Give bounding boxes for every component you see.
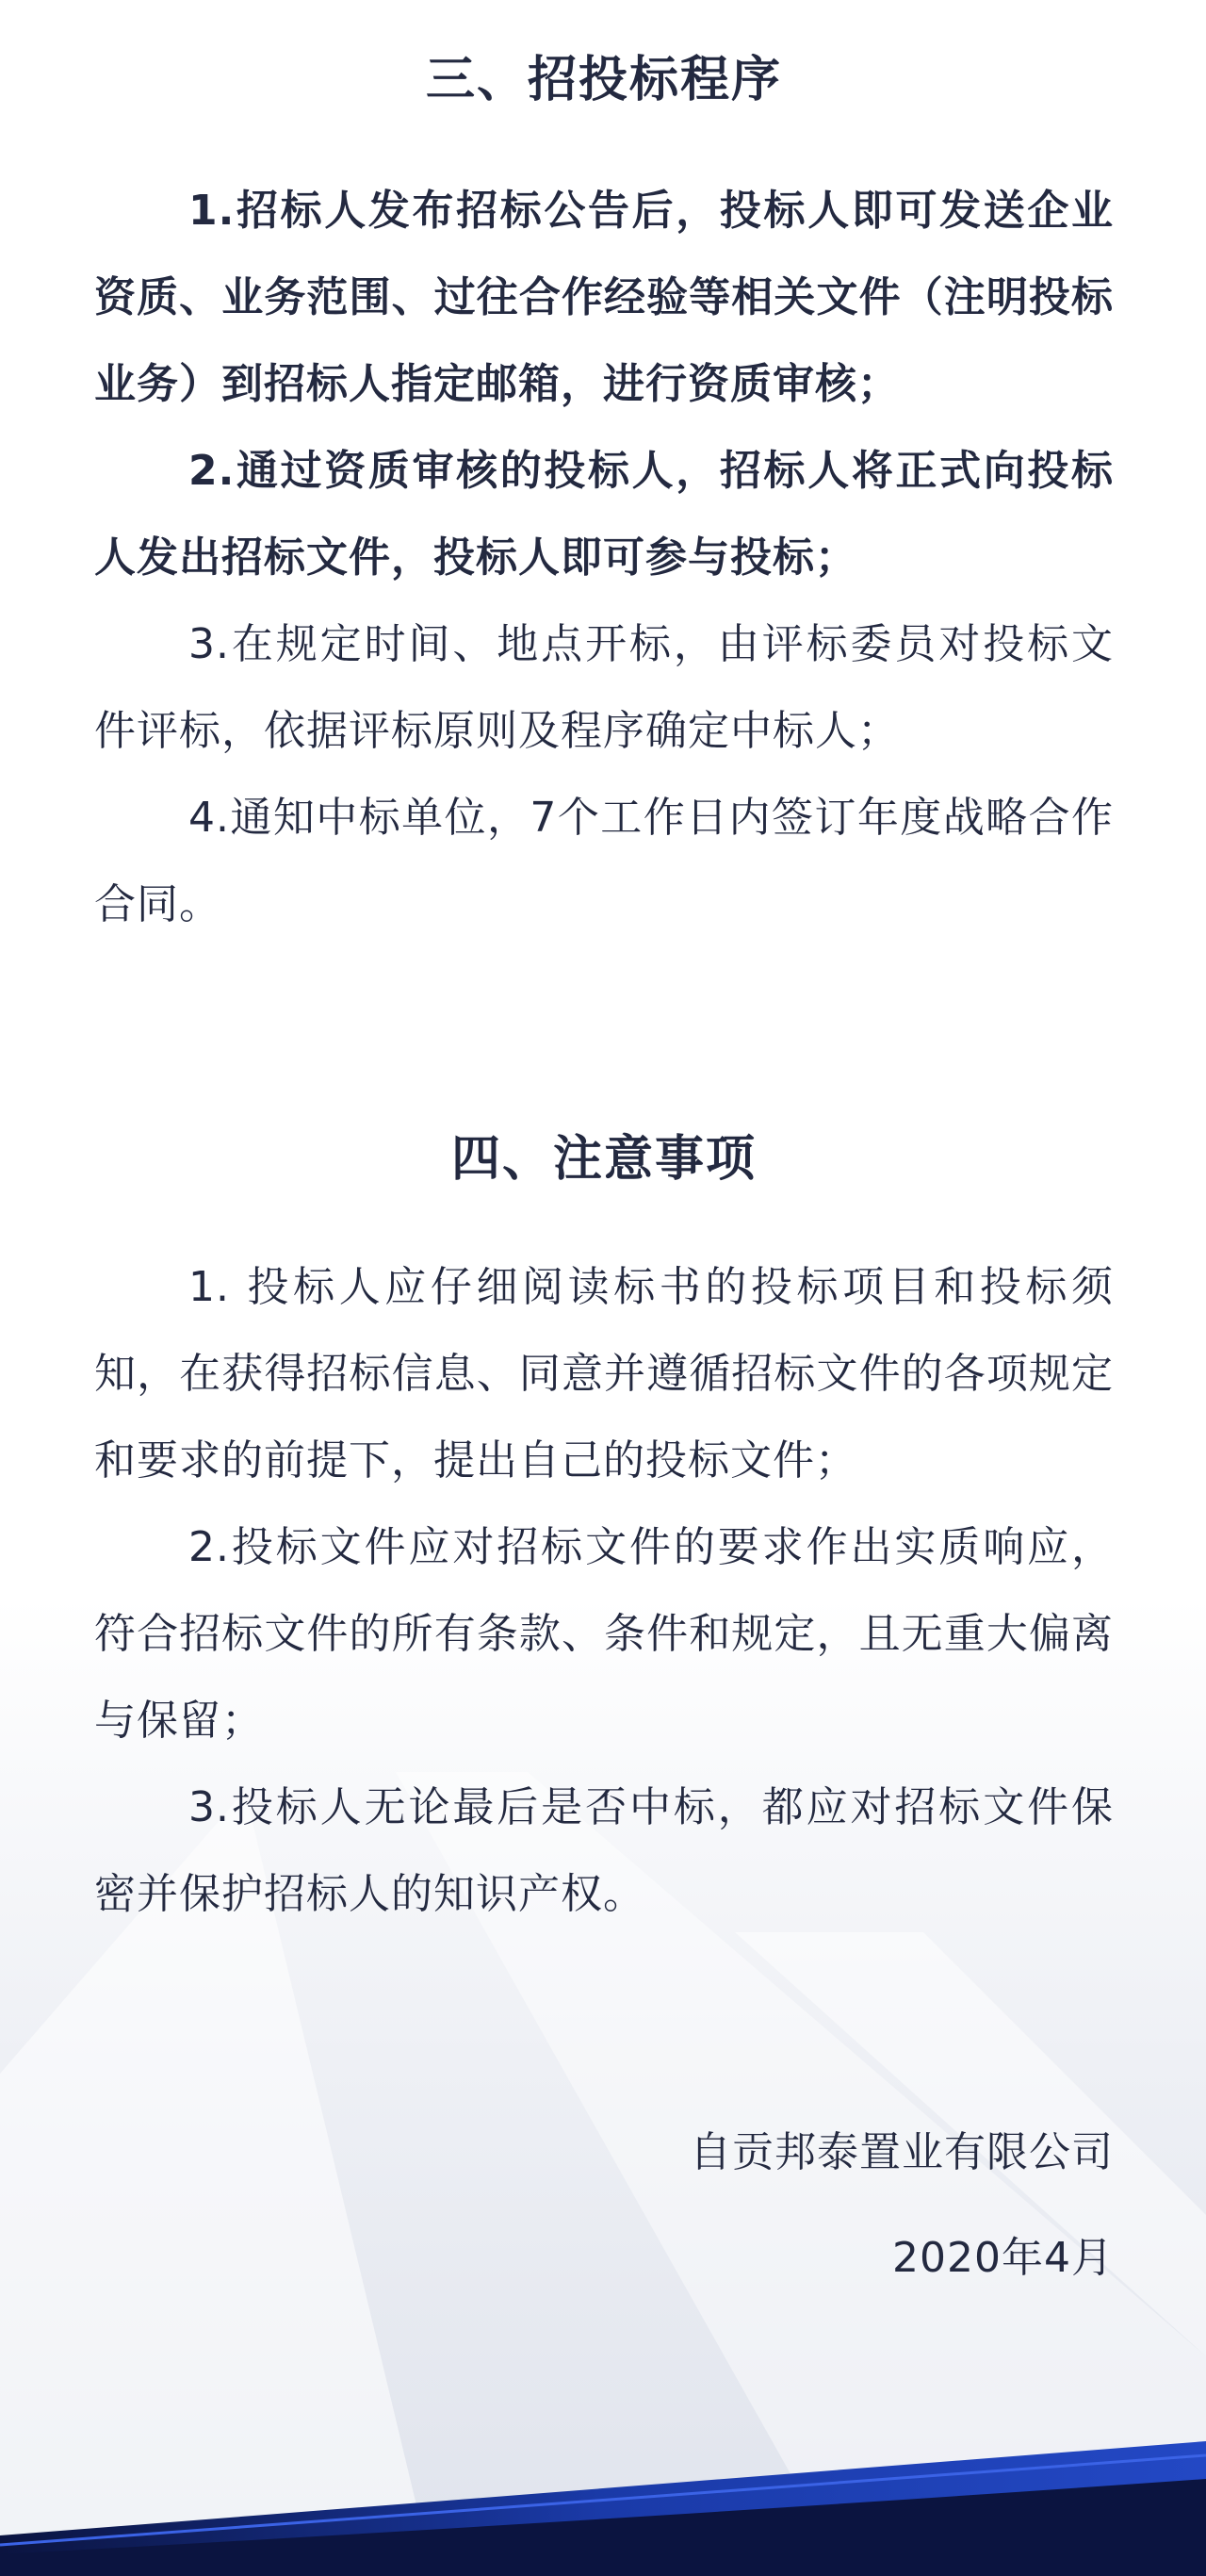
notes-item-3: 3.投标人无论最后是否中标，都应对招标文件保密并保护招标人的知识产权。 — [94, 1783, 1114, 1918]
procedure-item-3: 3.在规定时间、地点开标，由评标委员对投标文件评标，依据评标原则及程序确定中标人； — [94, 620, 1114, 755]
bidding-procedure-list — [94, 168, 1114, 948]
procedure-item-2: 2.通过资质审核的投标人，招标人将正式向投标人发出招标文件，投标人即可参与投标； — [94, 447, 1114, 582]
notes-list — [94, 1244, 1114, 1938]
section-title-notes: 四、注意事项 — [450, 1131, 757, 1188]
notes-item-2: 2.投标文件应对招标文件的要求作出实质响应，符合招标文件的所有条款、条件和规定，且无重大偏离与保留； — [94, 1523, 1114, 1745]
signature-company: 自贡邦泰置业有限公司 — [690, 2128, 1114, 2176]
procedure-item-4: 4.通知中标单位，7个工作日内签订年度战略合作合同。 — [94, 794, 1114, 928]
notes-item-1: 1. 投标人应仔细阅读标书的投标项目和投标须知，在获得招标信息、同意并遵循招标文件的各项规定和要求的前提下，提出自己的投标文件； — [94, 1263, 1114, 1485]
signature-date: 2020年4月 — [892, 2234, 1114, 2282]
section-title-bidding-procedure: 三、招投标程序 — [425, 52, 782, 108]
procedure-item-1: 1.招标人发布招标公告后，投标人即可发送企业资质、业务范围、过往合作经验等相关文件（注明投标业务）到招标人指定邮箱，进行资质审核； — [94, 187, 1114, 408]
